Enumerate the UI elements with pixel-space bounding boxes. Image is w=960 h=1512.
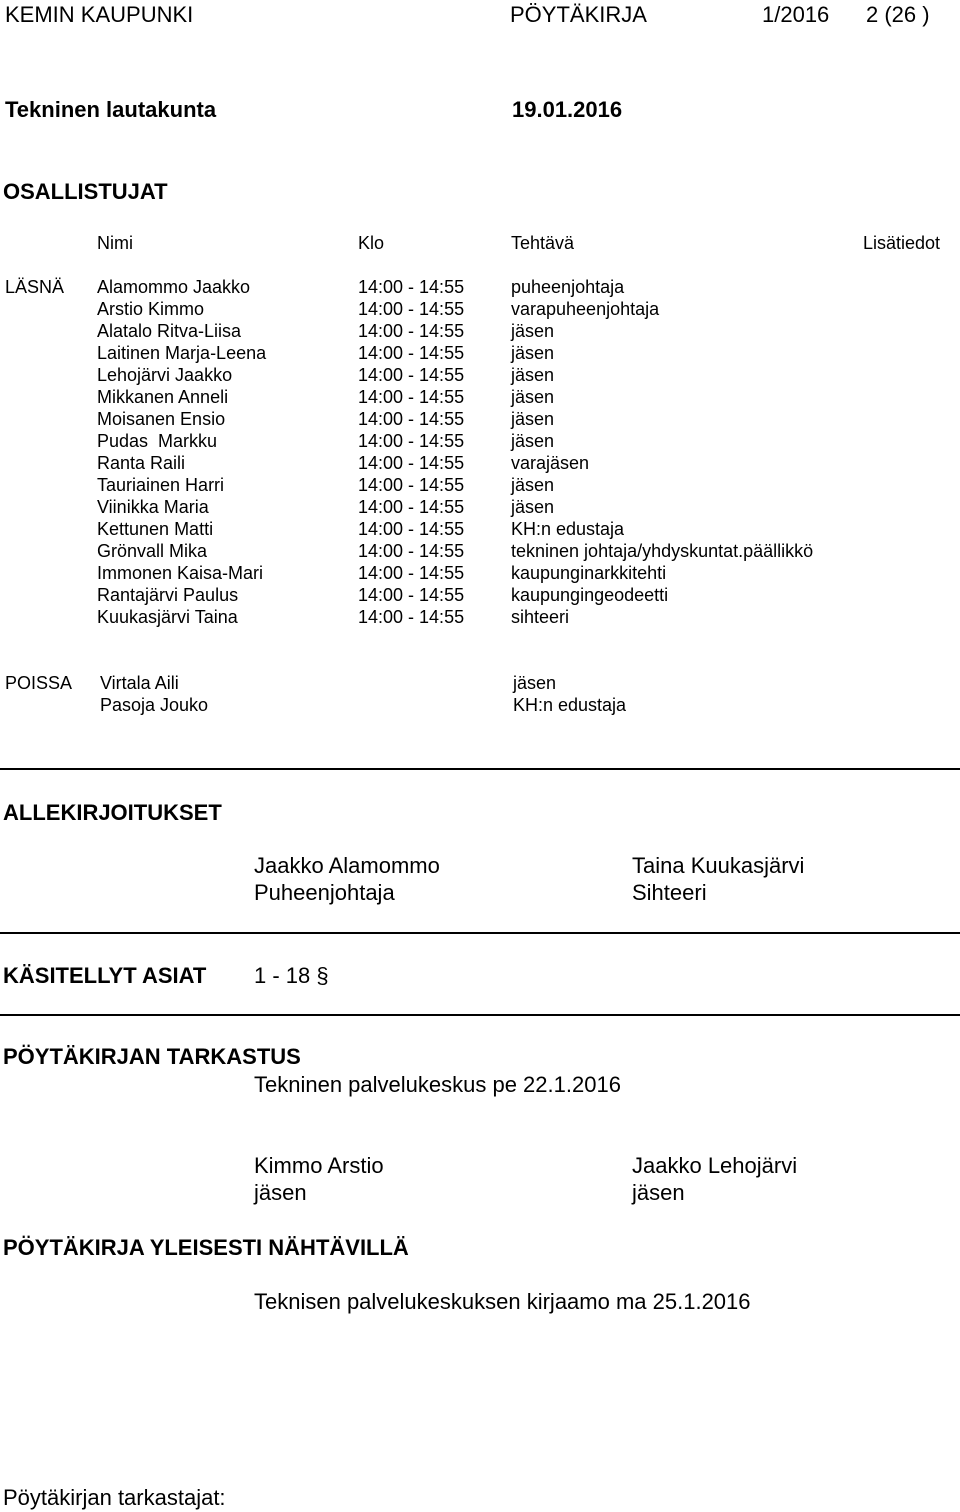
participant-time: 14:00 - 14:55 bbox=[358, 519, 465, 539]
signatures-title: ALLEKIRJOITUKSET bbox=[3, 800, 222, 825]
org-name: KEMIN KAUPUNKI bbox=[5, 2, 194, 27]
handled-title: KÄSITELLYT ASIAT bbox=[3, 963, 207, 988]
board-name: Tekninen lautakunta bbox=[5, 97, 217, 122]
signer-left-name: Jaakko Alamommo bbox=[254, 853, 440, 878]
participant-name: Viinikka Maria bbox=[97, 497, 209, 517]
participant-time: 14:00 - 14:55 bbox=[358, 299, 465, 319]
footer-reviewers-label: Pöytäkirjan tarkastajat: bbox=[3, 1485, 226, 1510]
table-row bbox=[0, 386, 960, 408]
table-row bbox=[0, 518, 960, 540]
table-row bbox=[0, 474, 960, 496]
review-place: Tekninen palvelukeskus pe 22.1.2016 bbox=[254, 1072, 621, 1097]
public-title: PÖYTÄKIRJA YLEISESTI NÄHTÄVILLÄ bbox=[3, 1235, 409, 1260]
signer-right-name: Taina Kuukasjärvi bbox=[632, 853, 805, 878]
participant-time: 14:00 - 14:55 bbox=[358, 343, 465, 363]
participant-role: KH:n edustaja bbox=[511, 519, 625, 539]
table-row bbox=[0, 320, 960, 342]
table-row bbox=[0, 364, 960, 386]
page-number: 2 (26 ) bbox=[866, 2, 930, 27]
table-row bbox=[0, 408, 960, 430]
table-row bbox=[0, 540, 960, 562]
column-header-name: Nimi bbox=[97, 233, 133, 253]
table-row bbox=[0, 606, 960, 628]
participant-role: jäsen bbox=[511, 387, 555, 407]
participant-time: 14:00 - 14:55 bbox=[358, 453, 465, 473]
table-row bbox=[0, 496, 960, 518]
column-header-notes: Lisätiedot bbox=[862, 233, 940, 253]
table-row bbox=[0, 452, 960, 474]
participant-role: jäsen bbox=[511, 343, 555, 363]
participant-role: puheenjohtaja bbox=[511, 277, 625, 297]
doc-number: 1/2016 bbox=[762, 2, 830, 27]
table-row bbox=[0, 276, 960, 298]
participant-name: Kuukasjärvi Taina bbox=[97, 607, 238, 627]
participant-time: 14:00 - 14:55 bbox=[358, 409, 465, 429]
reviewer-right-name: Jaakko Lehojärvi bbox=[632, 1153, 798, 1178]
public-place: Teknisen palvelukeskuksen kirjaamo ma 25.1.2016 bbox=[254, 1289, 751, 1314]
participant-role: kaupunginarkkitehti bbox=[511, 563, 667, 583]
participant-name: Grönvall Mika bbox=[97, 541, 208, 561]
participant-time: 14:00 - 14:55 bbox=[358, 475, 465, 495]
reviewer-left-name: Kimmo Arstio bbox=[254, 1153, 384, 1178]
reviewer-right-role: jäsen bbox=[632, 1180, 685, 1205]
review-title: PÖYTÄKIRJAN TARKASTUS bbox=[3, 1044, 301, 1069]
table-row bbox=[0, 694, 960, 716]
divider bbox=[0, 1014, 960, 1016]
participant-role: varajäsen bbox=[511, 453, 590, 473]
divider bbox=[0, 932, 960, 934]
participant-name: Alatalo Ritva-Liisa bbox=[97, 321, 242, 341]
participant-role: jäsen bbox=[511, 365, 555, 385]
column-header-time: Klo bbox=[358, 233, 385, 253]
signer-right-role: Sihteeri bbox=[632, 880, 707, 905]
participant-name: Alamommo Jaakko bbox=[97, 277, 251, 297]
participant-name: Laitinen Marja-Leena bbox=[97, 343, 267, 363]
absent-name: Virtala Aili bbox=[100, 673, 179, 693]
table-row bbox=[0, 342, 960, 364]
participant-name: Lehojärvi Jaakko bbox=[97, 365, 233, 385]
absent-label: POISSA bbox=[5, 673, 73, 693]
participant-name: Moisanen Ensio bbox=[97, 409, 226, 429]
participant-time: 14:00 - 14:55 bbox=[358, 585, 465, 605]
table-row bbox=[0, 562, 960, 584]
participant-name: Kettunen Matti bbox=[97, 519, 214, 539]
doc-type: PÖYTÄKIRJA bbox=[510, 2, 647, 27]
column-header-role: Tehtävä bbox=[511, 233, 575, 253]
meeting-date: 19.01.2016 bbox=[512, 97, 623, 122]
participant-time: 14:00 - 14:55 bbox=[358, 541, 465, 561]
participant-role: jäsen bbox=[511, 431, 555, 451]
table-row bbox=[0, 430, 960, 452]
table-row bbox=[0, 672, 960, 694]
participant-name: Pudas Markku bbox=[97, 431, 218, 451]
participant-role: jäsen bbox=[511, 497, 555, 517]
handled-value: 1 - 18 § bbox=[254, 963, 329, 988]
participant-time: 14:00 - 14:55 bbox=[358, 607, 465, 627]
present-label: LÄSNÄ bbox=[5, 277, 65, 297]
table-row bbox=[0, 584, 960, 606]
participant-time: 14:00 - 14:55 bbox=[358, 387, 465, 407]
reviewer-left-role: jäsen bbox=[254, 1180, 307, 1205]
participant-time: 14:00 - 14:55 bbox=[358, 497, 465, 517]
participant-time: 14:00 - 14:55 bbox=[358, 431, 465, 451]
signer-left-role: Puheenjohtaja bbox=[254, 880, 395, 905]
participant-role: jäsen bbox=[511, 475, 555, 495]
participant-role: jäsen bbox=[511, 409, 555, 429]
participant-name: Arstio Kimmo bbox=[97, 299, 205, 319]
participant-time: 14:00 - 14:55 bbox=[358, 563, 465, 583]
participant-role: tekninen johtaja/yhdyskuntat.päällikkö bbox=[511, 541, 814, 561]
participant-role: kaupungingeodeetti bbox=[511, 585, 669, 605]
participant-name: Ranta Raili bbox=[97, 453, 186, 473]
participant-name: Tauriainen Harri bbox=[97, 475, 225, 495]
participant-time: 14:00 - 14:55 bbox=[358, 365, 465, 385]
participant-name: Rantajärvi Paulus bbox=[97, 585, 239, 605]
table-row bbox=[0, 298, 960, 320]
participant-time: 14:00 - 14:55 bbox=[358, 277, 465, 297]
absent-name: Pasoja Jouko bbox=[100, 695, 209, 715]
divider bbox=[0, 768, 960, 770]
participant-name: Mikkanen Anneli bbox=[97, 387, 229, 407]
absent-role: KH:n edustaja bbox=[513, 695, 627, 715]
participant-name: Immonen Kaisa-Mari bbox=[97, 563, 264, 583]
participant-role: varapuheenjohtaja bbox=[511, 299, 660, 319]
participants-title: OSALLISTUJAT bbox=[3, 179, 168, 204]
participant-role: jäsen bbox=[511, 321, 555, 341]
absent-role: jäsen bbox=[513, 673, 557, 693]
participant-time: 14:00 - 14:55 bbox=[358, 321, 465, 341]
participant-role: sihteeri bbox=[511, 607, 570, 627]
